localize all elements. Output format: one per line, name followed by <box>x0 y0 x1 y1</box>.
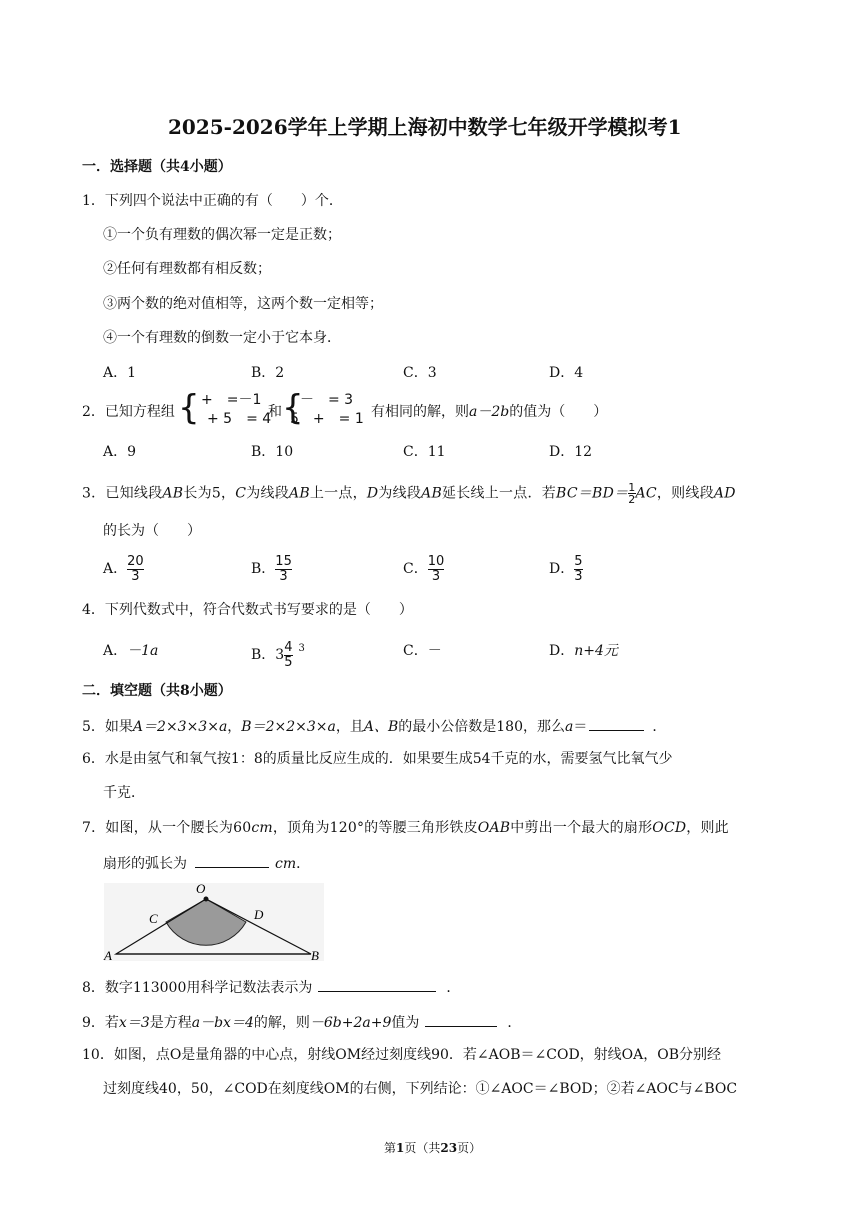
q3-text: 为线段 <box>246 485 289 502</box>
q5-expression: A＝2×3×3×a <box>132 719 228 735</box>
question-1-statement-3: ③两个数的绝对值相等，这两个数一定相等； <box>103 296 383 312</box>
option-label: C． <box>403 561 428 577</box>
denominator: 3 <box>428 569 445 584</box>
q5-text: ＝ <box>573 719 588 735</box>
q7-text: 中剪出一个最大的扇形 <box>510 820 653 836</box>
option-fraction <box>275 555 292 584</box>
option-expression: n+4元 <box>574 643 618 659</box>
option-fraction <box>127 555 144 584</box>
q3-var: BC＝BD＝ <box>556 485 629 502</box>
answer-blank[interactable] <box>425 1012 497 1027</box>
q3-var: AB <box>162 485 184 502</box>
question-3-option-c <box>403 554 444 584</box>
option-fraction <box>574 555 582 584</box>
q5-text: ． <box>652 719 667 735</box>
tail-ending: 的值为（ ） <box>509 404 608 420</box>
question-1-option-c: C．3 <box>403 365 437 381</box>
vertex-o-dot <box>204 897 209 902</box>
label-b: B <box>311 948 319 963</box>
superscript: 3 <box>298 643 305 654</box>
option-label: D． <box>549 561 575 577</box>
q7-text: ． <box>296 856 311 872</box>
q7-unit: cm <box>275 856 297 872</box>
q9-expression: a－bx＝4 <box>191 1015 254 1031</box>
q8-text: ． <box>446 980 461 996</box>
q7-unit: cm <box>251 820 273 836</box>
label-c: C <box>149 911 158 926</box>
question-2-option-b: B．10 <box>251 444 294 460</box>
numerator: 1 <box>628 481 636 494</box>
left-brace-icon: { <box>282 388 304 428</box>
q3-var: AD <box>713 485 736 502</box>
option-fraction <box>284 641 292 670</box>
question-2-and: 和 <box>268 404 282 420</box>
label-o: O <box>196 881 206 896</box>
question-7-line-2 <box>103 853 310 873</box>
q3-text: 为线段 <box>378 485 422 502</box>
q7-var: OCD <box>652 820 687 836</box>
fraction-one-half <box>628 482 635 505</box>
q3-text: 上一点， <box>309 485 367 502</box>
question-7-line-1 <box>82 819 729 837</box>
question-1-option-b: B．2 <box>251 365 285 381</box>
question-3-option-a <box>103 554 144 584</box>
answer-blank[interactable] <box>195 853 269 868</box>
question-4-option-a <box>103 642 158 660</box>
footer-text: 页（共 <box>404 1141 441 1155</box>
q3-var: AB <box>288 485 310 502</box>
numerator: 5 <box>574 553 583 569</box>
q5-expression: A、B <box>363 719 399 735</box>
q9-text: 9．若 <box>82 1015 119 1031</box>
question-6-line-1: 6．水是由氢气和氧气按1：8的质量比反应生成的．如果要生成54千克的水，需要氢气比氧气少 <box>82 751 673 767</box>
numerator: 10 <box>427 553 445 569</box>
option-label: A． <box>103 643 128 659</box>
option-fraction <box>428 555 445 584</box>
q7-text: 扇形的弧长为 <box>103 856 187 872</box>
option-label: A． <box>103 561 128 577</box>
q9-expression: x＝3 <box>118 1015 150 1031</box>
question-3-option-b <box>251 554 292 584</box>
question-8 <box>82 977 460 997</box>
q3-text: 长为5， <box>183 485 236 502</box>
q7-text: ，顶角为120°的等腰三角形铁皮 <box>272 820 478 836</box>
q9-text: ． <box>507 1015 522 1031</box>
question-1-statement-1: ①一个负有理数的偶次幂一定是正数； <box>103 227 341 243</box>
question-6-line-2: 千克． <box>103 785 145 801</box>
q7-text: ，则此 <box>686 820 729 836</box>
question-9 <box>82 1012 521 1032</box>
question-4-option-b <box>251 634 305 670</box>
question-4-stem: 4．下列代数式中，符合代数式书写要求的是（ ） <box>82 602 413 618</box>
q3-var: C <box>235 485 247 502</box>
question-1-option-a: A．1 <box>103 365 137 381</box>
answer-blank[interactable] <box>589 716 644 731</box>
equation-system-1-row-1: + =－1 <box>201 392 262 408</box>
equation-system-2-row-2: 5 + = 1 <box>290 411 364 427</box>
q5-text: ，且 <box>335 719 364 735</box>
question-2-tail <box>371 403 607 421</box>
question-2-option-a: A．9 <box>103 444 137 460</box>
equation-system-1-row-2: + 5 = 4 <box>207 411 272 427</box>
page-title: 2025-2026学年上学期上海初中数学七年级开学模拟考1 <box>168 115 682 139</box>
question-4-option-c: C．－ <box>403 643 442 659</box>
question-3-line-2: 的长为（ ） <box>103 523 201 539</box>
question-3-line-1 <box>82 482 736 505</box>
q3-text: ，则线段 <box>656 485 714 502</box>
page-total: 23 <box>440 1141 458 1155</box>
equation-system-2-row-1: － = 3 <box>300 392 354 408</box>
page-number: 1 <box>396 1141 405 1155</box>
section-choice-heading: 一．选择题（共4小题） <box>82 159 232 175</box>
question-3-option-d <box>549 554 583 584</box>
q9-text: 是方程 <box>149 1015 192 1031</box>
q5-var: a <box>565 719 574 735</box>
denominator: 5 <box>284 654 293 670</box>
q9-text: 值为 <box>391 1015 420 1031</box>
q9-expression: －6b+2a+9 <box>309 1015 392 1031</box>
question-2-option-c: C．11 <box>403 444 446 460</box>
q5-expression: B＝2×2×3×a <box>241 719 336 735</box>
q3-text: 3．已知线段 <box>82 485 163 502</box>
isosceles-triangle-sector-figure <box>98 877 330 965</box>
question-1-option-d: D．4 <box>549 365 584 381</box>
question-5 <box>82 716 666 736</box>
answer-blank[interactable] <box>318 977 436 992</box>
denominator: 2 <box>628 493 636 506</box>
question-1-stem: 1．下列四个说法中正确的有（ ）个． <box>82 193 343 209</box>
q3-text: 延长线上一点．若 <box>442 485 557 502</box>
label-d: D <box>254 907 264 922</box>
option-label: B． <box>251 647 276 663</box>
mixed-number-whole: 3 <box>275 647 285 663</box>
option-expression: －1a <box>127 643 159 659</box>
option-label: B． <box>251 561 276 577</box>
footer-text: 页） <box>457 1141 482 1155</box>
question-4-option-d <box>549 642 618 660</box>
question-1-statement-2: ②任何有理数都有相反数； <box>103 261 271 277</box>
q3-var: D <box>366 485 379 502</box>
option-label: D． <box>549 643 575 659</box>
numerator: 20 <box>127 553 144 569</box>
tail-text: 有相同的解，则 <box>371 404 469 420</box>
tail-expression: a－2b <box>469 404 510 420</box>
numerator: 4 <box>284 639 293 655</box>
question-1-statement-4: ④一个有理数的倒数一定小于它本身． <box>103 330 341 346</box>
q5-text: ， <box>227 719 242 735</box>
q5-text: 的最小公倍数是180，那么 <box>398 719 565 735</box>
left-brace-icon: { <box>178 388 200 428</box>
q8-text: 8．数字113000用科学记数法表示为 <box>82 980 313 996</box>
denominator: 3 <box>275 569 292 584</box>
q9-text: 的解，则 <box>253 1015 310 1031</box>
footer-text: 第 <box>384 1141 397 1155</box>
page-footer <box>384 1139 481 1157</box>
q7-var: OAB <box>477 820 511 836</box>
section-fill-heading: 二．填空题（共8小题） <box>82 683 232 699</box>
question-2-option-d: D．12 <box>549 444 593 460</box>
label-a: A <box>104 948 112 963</box>
denominator: 3 <box>574 568 583 584</box>
q7-text: 7．如图，从一个腰长为60 <box>82 820 252 836</box>
numerator: 15 <box>275 553 292 569</box>
denominator: 3 <box>127 569 144 584</box>
question-10-line-2: 过刻度线40，50，∠COD在刻度线OM的右侧，下列结论：①∠AOC＝∠BOD；②若∠AOC与∠BOC <box>103 1081 738 1097</box>
q5-text: 5．如果 <box>82 719 133 735</box>
question-2-lead: 2．已知方程组 <box>82 404 175 420</box>
q3-var: AC <box>635 485 657 502</box>
question-10-line-1: 10．如图，点O是量角器的中心点，射线OM经过刻度线90．若∠AOB＝∠COD，射线OA，OB分别经 <box>82 1047 722 1063</box>
q3-var: AB <box>421 485 443 502</box>
